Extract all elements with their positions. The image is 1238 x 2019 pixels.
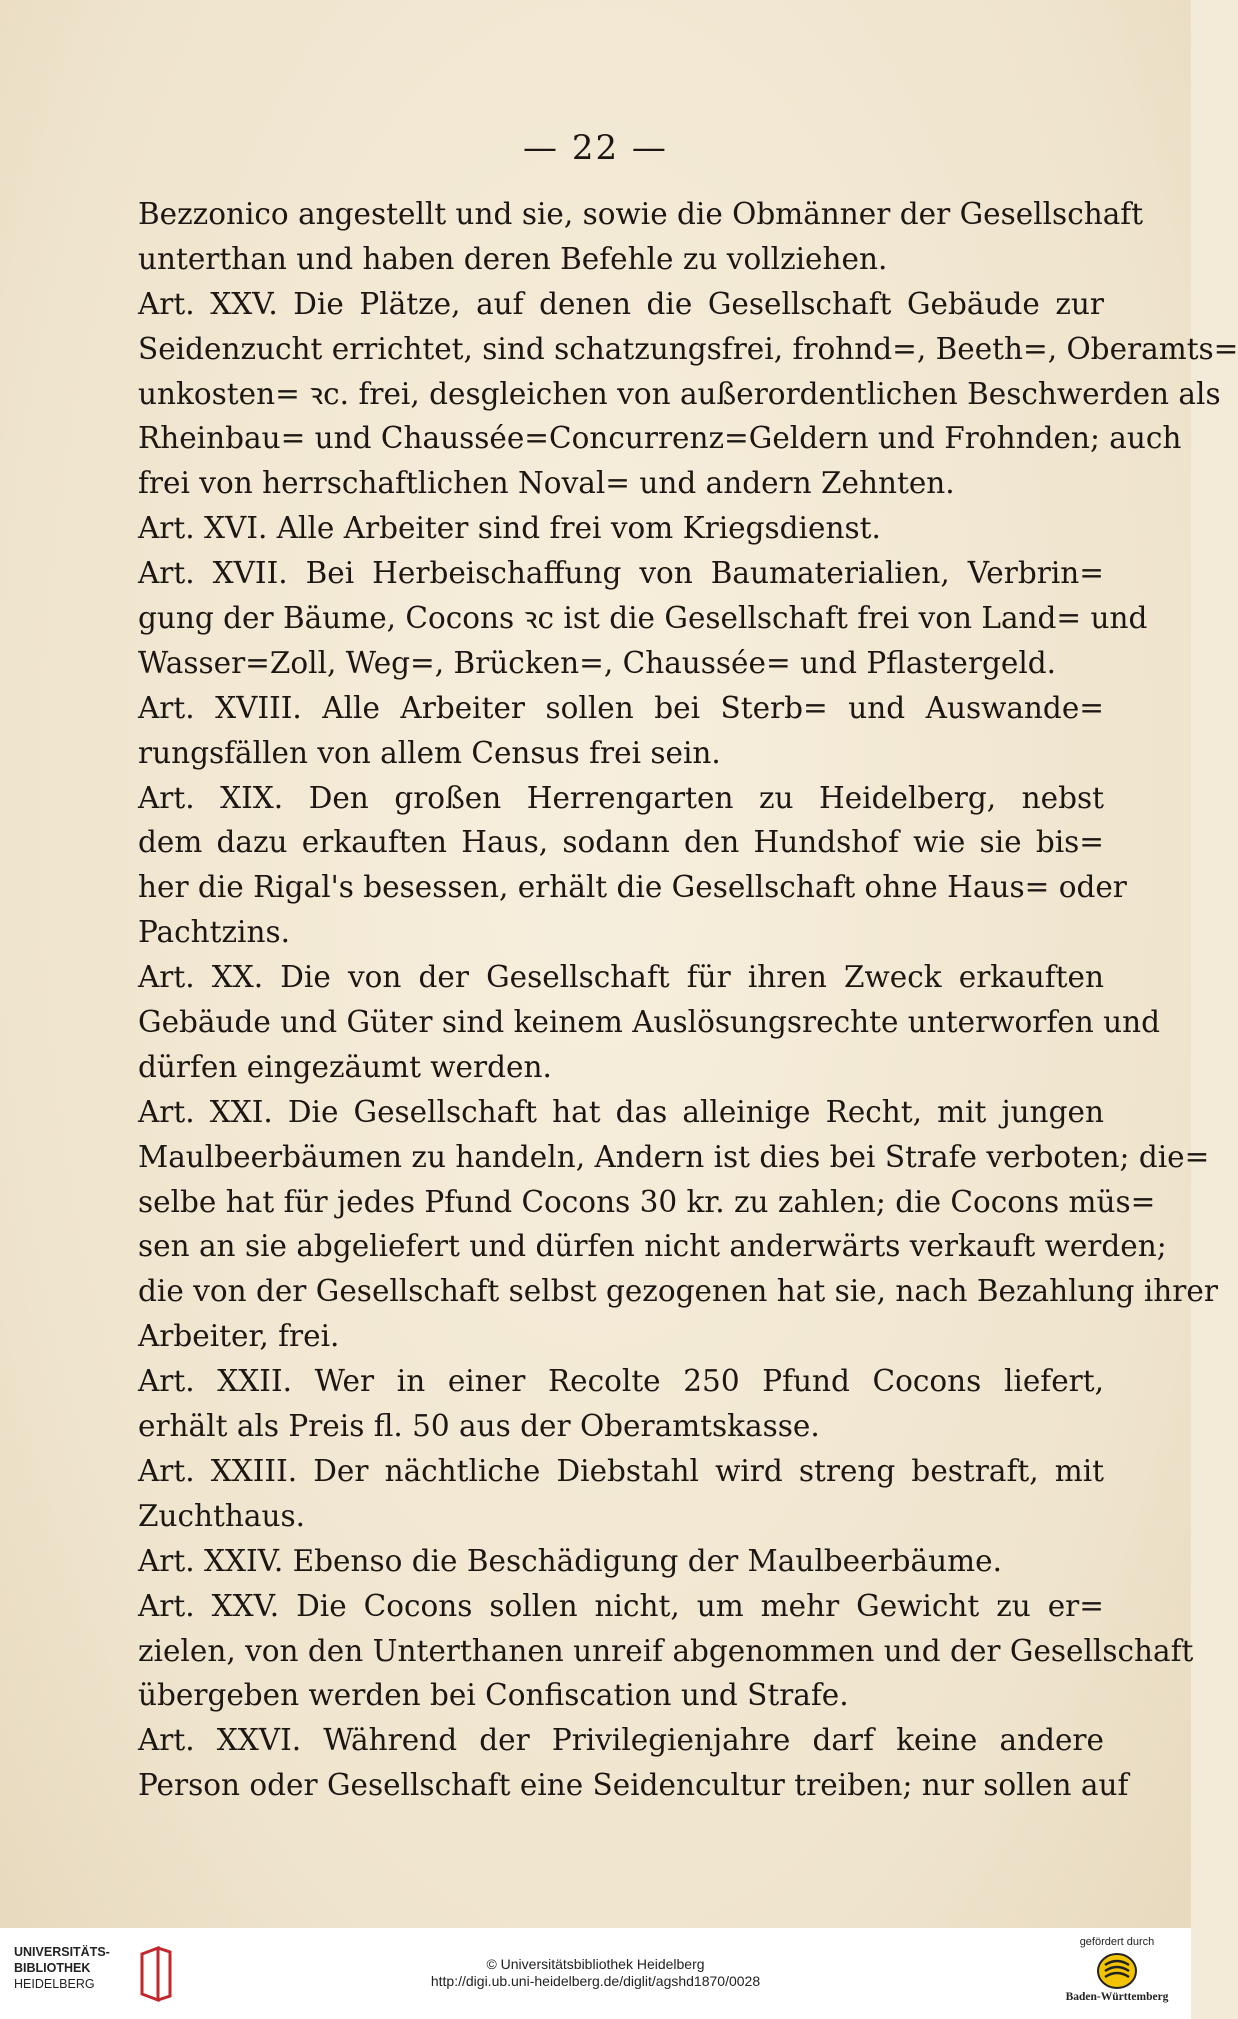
text-line: Wasser=Zoll, Weg=, Brücken=, Chaussée= und Pflastergeld.: [138, 645, 1057, 680]
library-name-line1: UNIVERSITÄTS-: [14, 1945, 110, 1959]
state-seal-icon: [1095, 1951, 1139, 1991]
text-line: Rheinbau= und Chaussée=Concurrenz=Geldern und Frohnden; auch: [138, 421, 1182, 456]
copyright-text: © Universitätsbibliothek Heidelberg: [486, 1956, 705, 1972]
text-line: unkosten= ꝛc. frei, desgleichen von außerordentlichen Beschwerden als: [138, 376, 1221, 411]
text-line: selbe hat für jedes Pfund Cocons 30 kr. zu zahlen; die Cocons müs=: [138, 1184, 1156, 1219]
text-line: Maulbeerbäumen zu handeln, Andern ist dies bei Strafe verboten; die=: [138, 1139, 1210, 1174]
text-line: rungsfällen von allem Census frei sein.: [138, 735, 721, 770]
text-line: Art. XIX. Den großen Herrengarten zu Heidelberg, nebst: [138, 780, 1104, 815]
library-name-line2: BIBLIOTHEK: [14, 1961, 91, 1975]
text-line: Art. XXIII. Der nächtliche Diebstahl wird streng bestraft, mit: [138, 1453, 1104, 1488]
text-line: Pachtzins.: [138, 915, 290, 950]
text-line: Zuchthaus.: [138, 1498, 305, 1533]
funder-name: Baden-Württemberg: [1065, 1991, 1169, 2003]
text-line: Art. XXV. Die Plätze, auf denen die Gesellschaft Gebäude zur: [138, 286, 1104, 321]
body-text: [138, 192, 1238, 1808]
text-line: Arbeiter, frei.: [138, 1319, 340, 1354]
text-line: sen an sie abgeliefert und dürfen nicht anderwärts verkauft werden;: [138, 1229, 1167, 1264]
text-line: Bezzonico angestellt und sie, sowie die Obmänner der Gesellschaft: [138, 197, 1144, 231]
permalink-url[interactable]: http://digi.ub.uni-heidelberg.de/diglit/agshd1870/0028: [430, 1973, 761, 1989]
text-line: her die Rigal's besessen, erhält die Gesellschaft ohne Haus= oder: [138, 870, 1127, 905]
text-line: Art. XVII. Bei Herbeischaffung von Baumaterialien, Verbrin=: [138, 556, 1104, 591]
text-line: dem dazu erkauften Haus, sodann den Hundshof wie sie bis=: [138, 825, 1104, 860]
text-line: frei von herrschaftlichen Noval= und andern Zehnten.: [138, 466, 955, 501]
text-line: zielen, von den Unterthanen unreif abgenommen und der Gesellschaft: [138, 1633, 1194, 1668]
page-number: — 22 —: [523, 128, 668, 168]
text-line: Art. XXI. Die Gesellschaft hat das alleinige Recht, mit jungen: [138, 1094, 1104, 1129]
text-line: gung der Bäume, Cocons ꝛc ist die Gesellschaft frei von Land= und: [138, 601, 1148, 636]
text-line: Gebäude und Güter sind keinem Auslösungsrechte unterworfen und: [138, 1005, 1160, 1040]
viewer-footer: [0, 1928, 1191, 2019]
text-line: die von der Gesellschaft selbst gezogenen hat sie, nach Bezahlung ihrer: [138, 1274, 1218, 1309]
text-line: dürfen eingezäumt werden.: [138, 1049, 552, 1084]
funder-label: gefördert durch: [1079, 1936, 1155, 1948]
text-line: Art. XXIV. Ebenso die Beschädigung der Maulbeerbäume.: [138, 1543, 1002, 1578]
text-line: erhält als Preis fl. 50 aus der Oberamtskasse.: [138, 1409, 820, 1444]
text-line: Art. XXV. Die Cocons sollen nicht, um mehr Gewicht zu er=: [138, 1588, 1104, 1623]
text-line: Art. XVI. Alle Arbeiter sind frei vom Kriegsdienst.: [138, 511, 881, 546]
text-line: Art. XX. Die von der Gesellschaft für ihren Zweck erkauften: [138, 960, 1104, 995]
text-line: unterthan und haben deren Befehle zu vollziehen.: [138, 241, 888, 276]
text-line: Art. XXVI. Während der Privilegienjahre darf keine andere: [138, 1723, 1104, 1758]
library-name-line3: HEIDELBERG: [14, 1977, 95, 1991]
funder-logo: [1057, 1936, 1177, 2003]
text-line: Person oder Gesellschaft eine Seidencultur treiben; nur sollen auf: [138, 1768, 1129, 1803]
text-line: Art. XXII. Wer in einer Recolte 250 Pfund Cocons liefert,: [138, 1364, 1104, 1399]
text-line: übergeben werden bei Confiscation und Strafe.: [138, 1678, 849, 1713]
text-line: Art. XVIII. Alle Arbeiter sollen bei Sterb= und Auswande=: [138, 690, 1104, 725]
text-line: Seidenzucht errichtet, sind schatzungsfrei, frohnd=, Beeth=, Oberamts=: [138, 331, 1238, 366]
